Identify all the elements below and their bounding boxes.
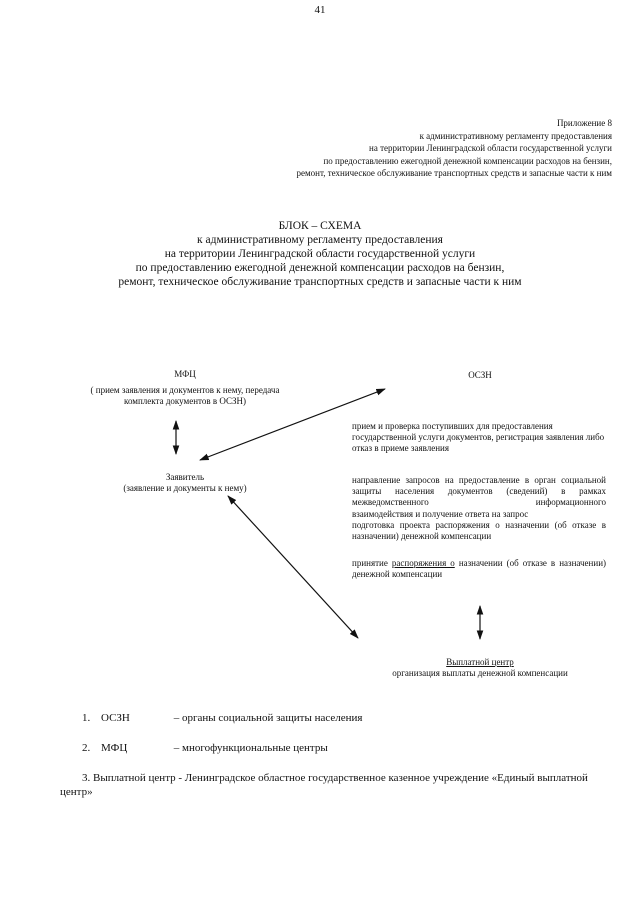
title-heading: БЛОК – СХЕМА <box>278 220 362 232</box>
note-definition: – многофункциональные центры <box>173 742 328 754</box>
oszn-step-requests-text: направление запросов на предоставление в орган социальной защиты населения документов (сведений) в рамках межведомственного информационного <box>352 475 606 508</box>
oszn-step-draft: подготовка проекта распоряжения о назначении (об отказе в назначении) денежной компенсации <box>352 519 606 542</box>
page-number: 41 <box>314 4 326 16</box>
oszn-step-reception: прием и проверка поступивших для предоставления государственной услуги документов, регистрация заявления либо отказ в приеме заявления <box>352 421 605 454</box>
note-number: 2. <box>82 742 91 754</box>
mfc-title: МФЦ <box>174 369 196 379</box>
title-line: на территории Ленинградской области государственной услуги <box>164 248 476 260</box>
title-line: к административному регламенту предоставления <box>197 234 443 246</box>
applicant-title: Заявитель <box>165 472 205 482</box>
title-line: ремонт, техническое обслуживание транспортных средств и запасные части к ним <box>118 276 522 288</box>
payment-center-description: организация выплаты денежной компенсации <box>392 668 568 679</box>
payment-center-block <box>330 657 630 679</box>
decision-prefix: принятие <box>352 558 392 568</box>
appendix-line: Приложение 8 <box>556 118 612 128</box>
note-term: МФЦ <box>101 742 128 754</box>
note-term: ОСЗН <box>101 712 130 724</box>
mfc-description: ( прием заявления и документов к нему, передача комплекта документов в ОСЗН) <box>90 385 280 407</box>
appendix-line: ремонт, техническое обслуживание транспортных средств и запасные части к ним <box>296 168 612 179</box>
mfc-block <box>60 369 310 408</box>
note-mfc <box>82 741 328 755</box>
payment-center-title: Выплатной центр <box>446 657 514 667</box>
oszn-title: ОСЗН <box>468 370 492 380</box>
note-oszn <box>82 711 363 725</box>
oszn-step-interaction: взаимодействия и получение ответа на запрос <box>352 508 529 519</box>
note-payment-center: 3. Выплатной центр - Ленинградское областное государственное казенное учреждение «Единый выплатной центр» <box>60 772 588 798</box>
decision-underlined: распоряжения о <box>391 558 455 568</box>
title-line: по предоставлению ежегодной денежной компенсации расходов на бензин, <box>135 262 505 274</box>
note-number: 1. <box>82 712 91 724</box>
applicant-description: (заявление и документы к нему) <box>123 483 247 494</box>
oszn-step-decision <box>352 558 606 580</box>
applicant-block <box>80 472 290 494</box>
arrow-applicant-payment <box>228 496 358 638</box>
appendix-line: по предоставлению ежегодной денежной компенсации расходов на бензин, <box>323 155 612 166</box>
appendix-line: к административному регламенту предоставления <box>419 130 612 141</box>
oszn-step-requests <box>352 475 606 542</box>
decision-rest: назначении (об отказе в назначении) денежной компенсации <box>352 558 607 580</box>
appendix-line: на территории Ленинградской области государственной услуги <box>369 143 612 154</box>
note-definition: – органы социальной защиты населения <box>173 712 363 724</box>
